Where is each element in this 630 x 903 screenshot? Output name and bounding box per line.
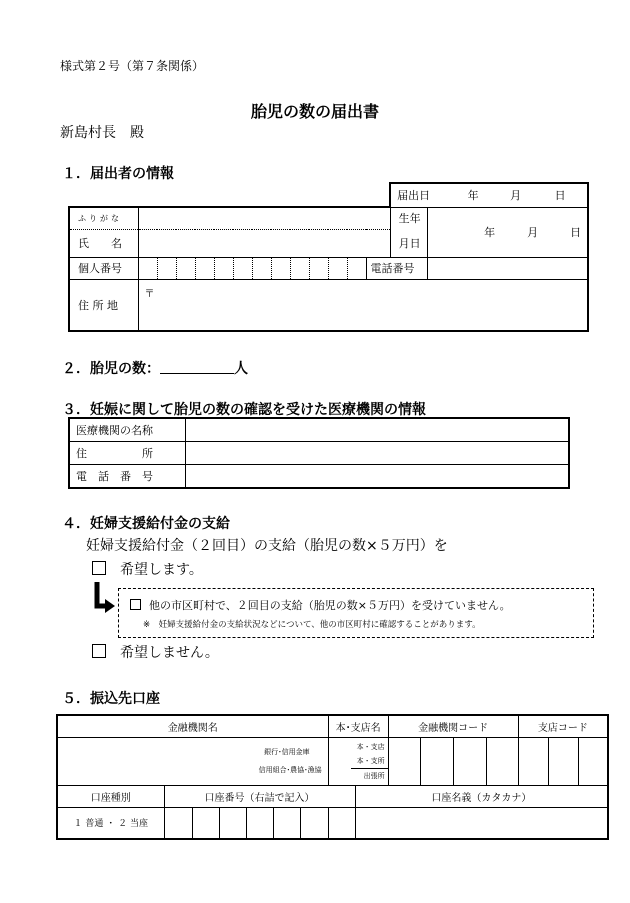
- branch-name-input[interactable]: [328, 737, 388, 785]
- sub-option-label: 他の市区町村で、２回目の支給（胎児の数×５万円）を受けていません。: [149, 599, 511, 612]
- institution-name-input[interactable]: [185, 418, 569, 442]
- section1-heading: １．届出者の情報: [62, 166, 174, 182]
- institution-phone-label: 電 話 番 号: [69, 465, 185, 489]
- filing-date-label: 届出日: [397, 189, 431, 203]
- sub-option-checkbox[interactable]: [130, 599, 141, 610]
- page-title: 胎児の数の届出書: [250, 102, 379, 121]
- account-number-digit[interactable]: [192, 807, 219, 839]
- option-yes-checkbox[interactable]: [92, 561, 106, 575]
- institution-address-label: 住 所: [69, 442, 185, 465]
- account-type-header: 口座種別: [57, 785, 164, 807]
- individual-number-digit[interactable]: [233, 257, 252, 279]
- individual-number-digit[interactable]: [252, 257, 271, 279]
- branch-code-digit[interactable]: [578, 737, 608, 785]
- medical-institution-table: [68, 417, 570, 489]
- account-number-digit[interactable]: [219, 807, 246, 839]
- individual-number-digit[interactable]: [138, 257, 157, 279]
- branch-code-header: 支店コード: [518, 715, 608, 737]
- option-no-label: 希望しません。: [120, 645, 219, 661]
- individual-number-digit[interactable]: [271, 257, 290, 279]
- individual-number-digit[interactable]: [195, 257, 214, 279]
- section2-label: ２．胎児の数：: [62, 361, 160, 377]
- option-yes-label: 希望します。: [120, 562, 203, 578]
- filing-date-year: 年: [467, 189, 479, 203]
- furigana-input[interactable]: [138, 207, 390, 229]
- individual-number-digit[interactable]: [214, 257, 233, 279]
- phone-label: 電話番号: [366, 257, 427, 279]
- fetus-count-unit: 人: [234, 361, 248, 377]
- address-input[interactable]: [138, 279, 588, 331]
- individual-number-label: 個人番号: [69, 257, 138, 279]
- name-input[interactable]: [138, 229, 390, 257]
- individual-number-digit[interactable]: [290, 257, 309, 279]
- individual-number-digit[interactable]: [328, 257, 347, 279]
- bank-code-header: 金融機関コード: [388, 715, 518, 737]
- birth-year: 年: [484, 226, 496, 239]
- bank-name-header: 金融機関名: [57, 715, 328, 737]
- bank-code-digit[interactable]: [453, 737, 486, 785]
- name-label: 氏 名: [69, 229, 138, 257]
- option-no-row: [92, 642, 219, 662]
- section4-heading: ４．妊婦支援給付金の支給: [62, 516, 230, 532]
- bank-code-digit[interactable]: [486, 737, 518, 785]
- bank-type-1: 銀行･信用金庫: [264, 748, 310, 756]
- birth-label-1: 生年: [390, 207, 427, 229]
- form-number: 様式第２号（第７条関係）: [60, 59, 205, 73]
- section5-heading: ５．振込先口座: [62, 691, 160, 707]
- birth-label-2: 月日: [390, 229, 427, 257]
- filing-date-day: 日: [554, 189, 566, 203]
- furigana-label: ふりがな: [69, 207, 138, 229]
- account-number-digit[interactable]: [300, 807, 328, 839]
- bank-code-digit[interactable]: [388, 737, 420, 785]
- account-number-digit[interactable]: [246, 807, 273, 839]
- section3-heading: ３．妊娠に関して胎児の数の確認を受けた医療機関の情報: [62, 402, 426, 418]
- phone-input[interactable]: [427, 257, 588, 279]
- applicant-info-table: [68, 182, 589, 332]
- postal-mark: 〒: [144, 288, 155, 300]
- sub-option-note: ※ 妊婦支援給付金の支給状況などについて、他の市区町村に確認することがあります。: [143, 620, 481, 630]
- branch-type-3: 出張所: [351, 768, 388, 783]
- individual-number-digit[interactable]: [347, 257, 366, 279]
- account-number-digit[interactable]: [273, 807, 300, 839]
- bank-type-2: 信用組合･農協･漁協: [258, 766, 322, 774]
- option-no-checkbox[interactable]: [92, 644, 106, 658]
- account-holder-header: 口座名義（カタカナ）: [355, 785, 608, 807]
- bank-account-table: [56, 714, 609, 840]
- individual-number-digit[interactable]: [309, 257, 328, 279]
- birth-date-input[interactable]: [427, 207, 588, 257]
- birth-day: 日: [570, 226, 582, 239]
- branch-type-1: 本・支店: [356, 742, 385, 751]
- sub-option-box: [118, 588, 594, 638]
- branch-name-header: 本･支店名: [328, 715, 388, 737]
- fetus-count-input[interactable]: [160, 360, 234, 374]
- address-label: 住 所 地: [69, 279, 138, 331]
- support-intro: 妊婦支援給付金（２回目）の支給（胎児の数×５万円）を: [86, 538, 448, 554]
- arrow-down-right-icon: [91, 580, 121, 616]
- individual-number-digit[interactable]: [157, 257, 176, 279]
- account-number-digit[interactable]: [164, 807, 192, 839]
- account-holder-input[interactable]: [355, 807, 608, 839]
- account-number-digit[interactable]: [328, 807, 355, 839]
- branch-type-2: 本・支所: [356, 756, 385, 765]
- filing-date-month: 月: [510, 189, 522, 203]
- institution-name-label: 医療機関の名称: [69, 418, 185, 442]
- institution-address-input[interactable]: [185, 442, 569, 465]
- account-number-header: 口座番号（右詰で記入）: [164, 785, 355, 807]
- section2-heading: [62, 358, 248, 378]
- branch-code-digit[interactable]: [518, 737, 548, 785]
- account-type-input[interactable]: １ 普通 ・ ２ 当座: [57, 807, 164, 839]
- bank-name-input[interactable]: [57, 737, 328, 785]
- sub-option-row: [130, 597, 511, 613]
- bank-code-digit[interactable]: [420, 737, 453, 785]
- branch-code-digit[interactable]: [548, 737, 578, 785]
- option-yes-row: [92, 559, 203, 579]
- birth-month: 月: [527, 226, 539, 239]
- addressee: 新島村長 殿: [60, 125, 144, 141]
- individual-number-digit[interactable]: [176, 257, 195, 279]
- institution-phone-input[interactable]: [185, 465, 569, 489]
- filing-date-cell[interactable]: [390, 183, 588, 207]
